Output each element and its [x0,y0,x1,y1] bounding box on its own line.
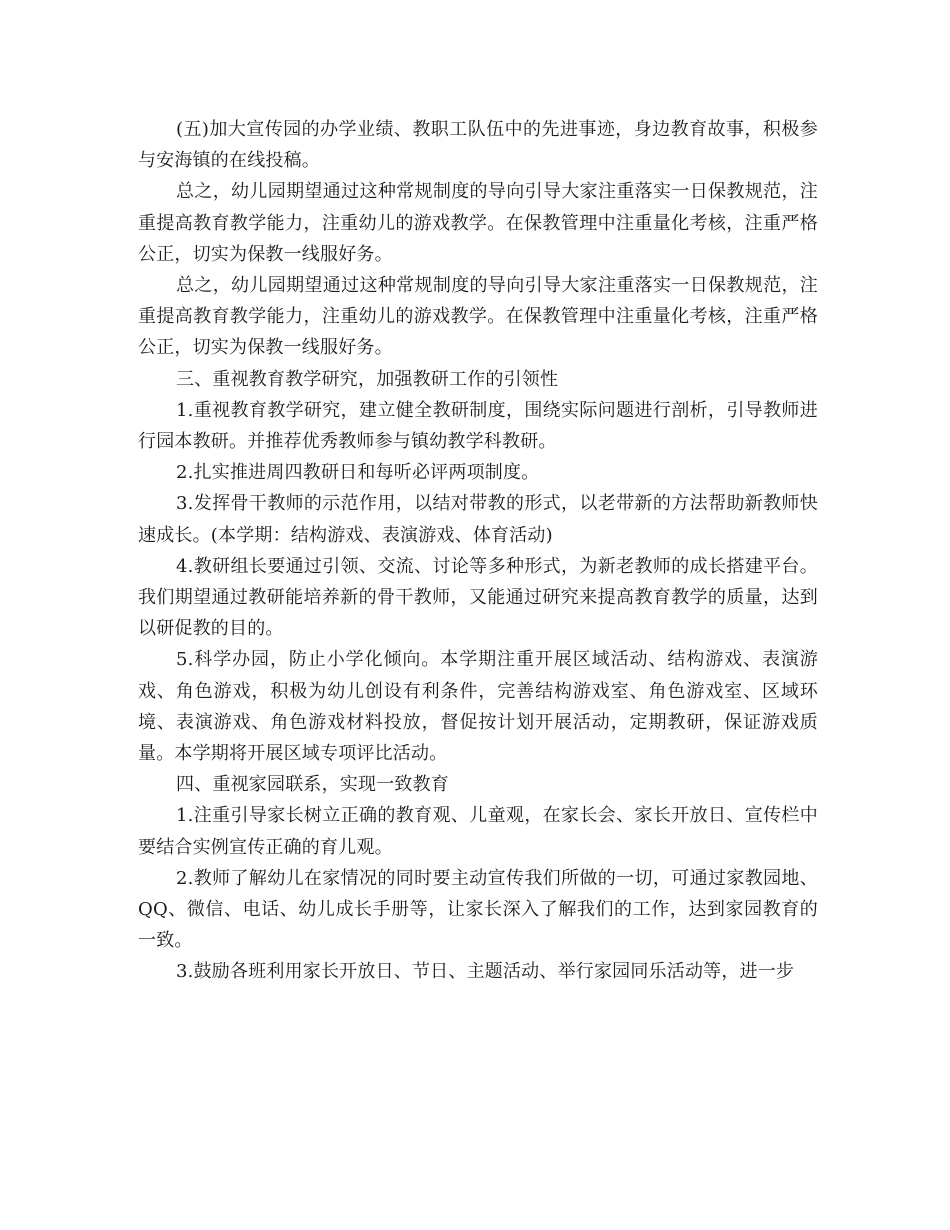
paragraph-summary-1: 总之，幼儿园期望通过这种常规制度的导向引导大家注重落实一日保教规范，注重提高教育教学能力，注重幼儿的游戏教学。在保教管理中注重量化考核，注重严格公正，切实为保教一线服好务。 [138,181,818,265]
paragraph-family-3: 3.鼓励各班利用家长开放日、节日、主题活动、举行家园同乐活动等，进一步 [176,961,795,983]
document-body [138,114,818,988]
paragraph-research-3: 3.发挥骨干教师的示范作用，以结对带教的形式，以老带新的方法帮助新教师快速成长。(本学期：结构游戏、表演游戏、体育活动) [138,493,818,546]
section-heading-family: 四、重视家园联系，实现一致教育 [176,774,449,796]
paragraph-research-1: 1.重视教育教学研究，建立健全教研制度，围绕实际问题进行剖析，引导教师进行园本教研。并推荐优秀教师参与镇幼教学科教研。 [138,399,818,453]
section-heading-research: 三、重视教育教学研究，加强教研工作的引领性 [176,368,559,390]
paragraph-summary-2: 总之，幼儿园期望通过这种常规制度的导向引导大家注重落实一日保教规范，注重提高教育教学能力，注重幼儿的游戏教学。在保教管理中注重量化考核，注重严格公正，切实为保教一线服好务。 [138,275,818,359]
paragraph-family-1: 1.注重引导家长树立正确的教育观、儿童观，在家长会、家长开放日、宣传栏中要结合实例宣传正确的育儿观。 [138,805,818,858]
paragraph-family-2: 2.教师了解幼儿在家情况的同时要主动宣传我们所做的一切，可通过家教园地、QQ、微信、电话、幼儿成长手册等，让家长深入了解我们的工作，达到家园教育的一致。 [138,867,818,952]
paragraph-research-5: 5.科学办园，防止小学化倾向。本学期注重开展区域活动、结构游戏、表演游戏、角色游戏，积极为幼儿创设有利条件，完善结构游戏室、角色游戏室、区域环境、表演游戏、角色游戏材料投放，督促按计划开展活动，定期教研，保证游戏质量。本学期将开展区域专项评比活动。 [138,649,818,765]
paragraph-publicity: (五)加大宣传园的办学业绩、教职工队伍中的先进事迹，身边教育故事，积极参与安海镇的在线投稿。 [138,119,818,172]
paragraph-research-4: 4.教研组长要通过引领、交流、讨论等多种形式，为新老教师的成长搭建平台。我们期望通过教研能培养新的骨干教师，又能通过研究来提高教育教学的质量，达到以研促教的目的。 [138,555,818,640]
paragraph-research-2: 2.扎实推进周四教研日和每听必评两项制度。 [176,462,540,484]
